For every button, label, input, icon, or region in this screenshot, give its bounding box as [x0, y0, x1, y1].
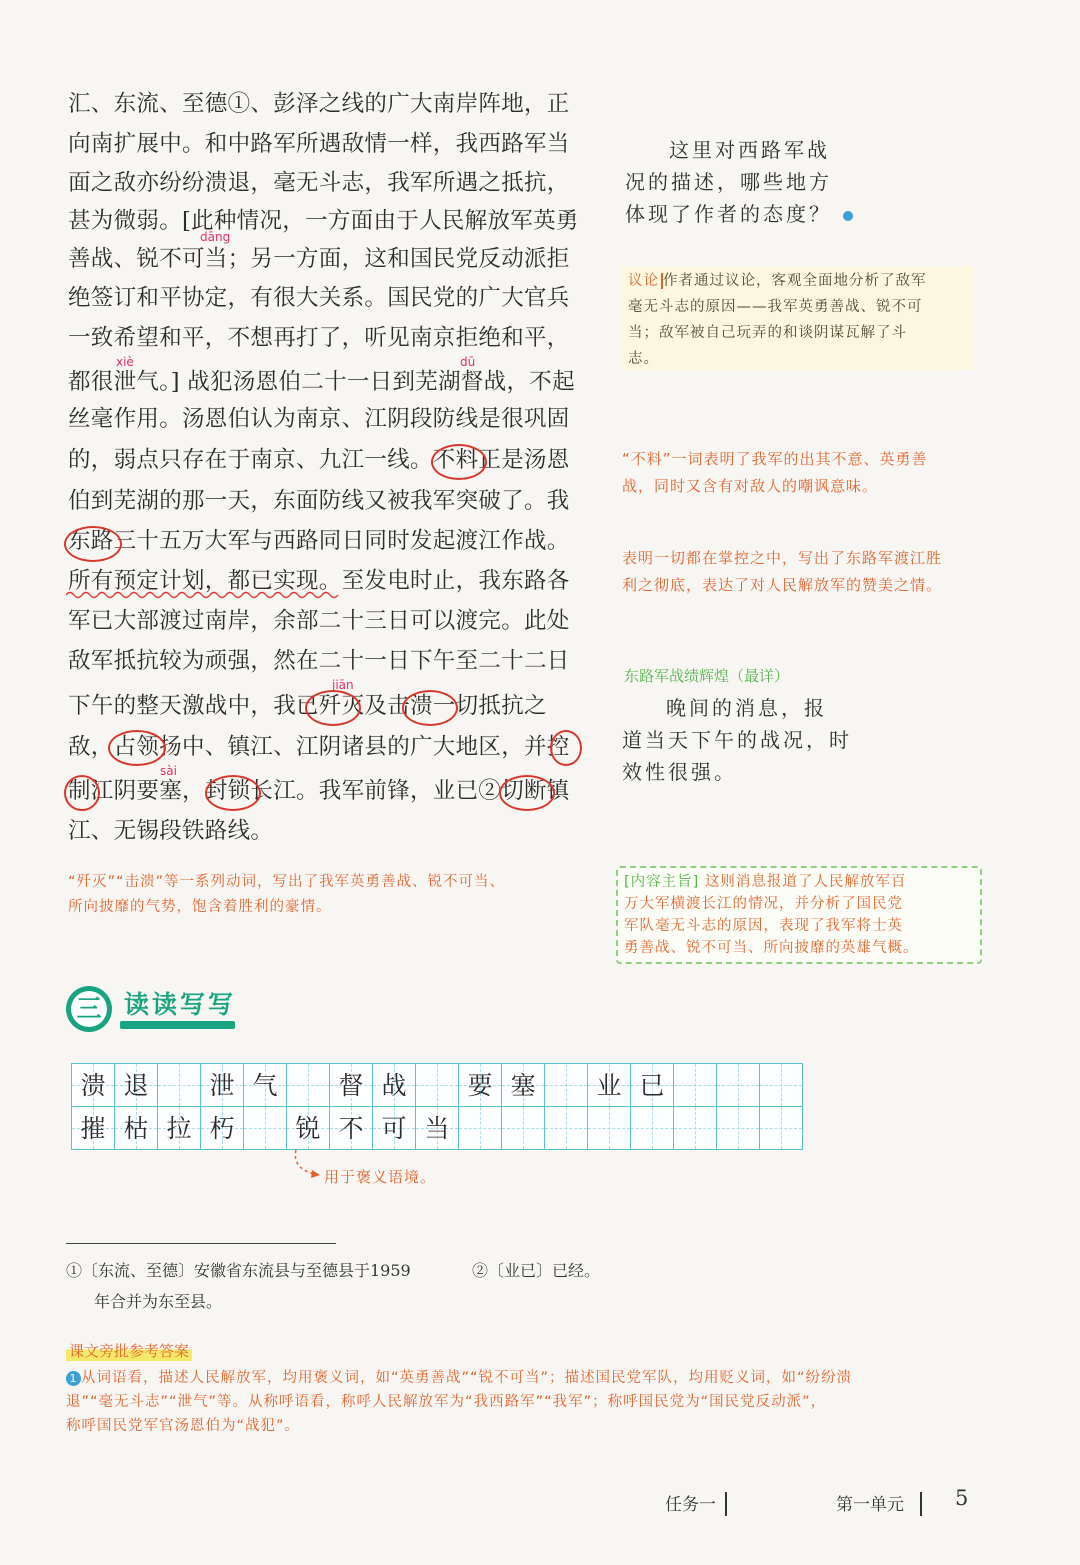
- grid-char: [717, 1107, 759, 1149]
- answer-line: 称呼国民党军官汤恩伯为“战犯”。: [66, 1418, 301, 1434]
- grid-cell: [716, 1106, 760, 1150]
- text-line: 绝签订和平协定，有很大关系。国民党的广大官兵: [68, 285, 570, 311]
- grid-cell: [286, 1106, 330, 1150]
- note-verbs: [68, 870, 505, 920]
- grid-char: 退: [123, 1071, 149, 1100]
- pinyin-xie: xiè: [116, 355, 134, 369]
- grid-char: 不: [338, 1114, 364, 1143]
- grid-cell: [458, 1063, 502, 1107]
- writing-grid-row: [72, 1063, 803, 1107]
- answer-body: [66, 1366, 986, 1438]
- footnote-divider: [66, 1243, 336, 1244]
- circle-mark: [305, 690, 361, 726]
- grid-cell: [114, 1106, 158, 1150]
- note-line: 当；敌军被自己玩弄的和谈阴谋瓦解了斗: [628, 325, 907, 341]
- grid-char: [588, 1107, 630, 1149]
- grid-char: [416, 1064, 458, 1106]
- side-time-line: 效性很强。: [622, 760, 737, 784]
- text-line: 敌，占领扬中、镇江、江阴诸县的广大地区，并控: [68, 734, 570, 760]
- pinyin-dang: dāng: [200, 230, 231, 244]
- footnote-line: 年合并为东至县。: [94, 1292, 223, 1311]
- grid-cell: [759, 1063, 803, 1107]
- text-line: 伯到芜湖的那一天，东面防线又被我军突破了。我: [68, 488, 570, 514]
- grid-char: 泄: [209, 1071, 235, 1100]
- note-line: 毫无斗志的原因——我军英勇善战、锐不可: [628, 299, 923, 315]
- circle-mark: [402, 690, 458, 726]
- circle-mark: [499, 775, 555, 811]
- grid-cell: [587, 1106, 631, 1150]
- note-line: 勇善战、锐不可当、所向披靡的英雄气概。: [624, 940, 919, 956]
- writing-grid-row: [72, 1106, 803, 1150]
- grid-char: [631, 1107, 673, 1149]
- grid-cell: [329, 1106, 373, 1150]
- arrow-icon: [290, 1148, 324, 1180]
- text-line: 江、无锡段铁路线。: [68, 818, 274, 844]
- grid-char: [545, 1064, 587, 1106]
- grid-char: 气: [252, 1071, 278, 1100]
- grid-cell: [71, 1063, 115, 1107]
- footer-unit: 第一单元: [836, 1495, 904, 1515]
- grid-cell: [501, 1063, 545, 1107]
- footer-task: 任务一: [665, 1495, 716, 1515]
- note-line: “不料”一词表明了我军的出其不意、英勇善: [622, 450, 928, 468]
- answer-line: 退”“毫无斗志”“泄气”等。从称呼语看，称呼人民解放军为“我西路军”“我军”；称呼国民党为“国民党反动派”，: [66, 1394, 827, 1410]
- note-line: 所向披靡的气势，饱含着胜利的豪情。: [68, 899, 332, 915]
- grid-char: 拉: [166, 1114, 192, 1143]
- side-time-line: 晚间的消息，报: [666, 696, 827, 720]
- circle-mark: [108, 730, 166, 766]
- section-underline: [120, 1021, 235, 1029]
- footnote-2: ②〔业已〕已经。: [472, 1261, 601, 1280]
- note-text: 作者通过议论，客观全面地分析了敌军: [663, 273, 927, 289]
- circle-mark: [64, 526, 122, 562]
- side-question-text: 体现了作者的态度？: [625, 202, 832, 226]
- note-text: 这则消息报道了人民解放军百: [704, 874, 907, 890]
- grid-cell: [243, 1063, 287, 1107]
- section-number-badge: [66, 986, 112, 1032]
- grid-char: [502, 1107, 544, 1149]
- grid-cell: [673, 1106, 717, 1150]
- note-zhangkong: [622, 545, 942, 599]
- grid-char: 朽: [209, 1114, 235, 1143]
- note-line: [624, 871, 974, 893]
- grid-cell: [458, 1106, 502, 1150]
- info-badge-icon: [843, 211, 853, 221]
- note-yilun: [622, 266, 974, 370]
- circle-mark: [550, 730, 582, 766]
- note-theme: [616, 866, 982, 964]
- grid-char: [760, 1064, 802, 1106]
- grid-char: [158, 1064, 200, 1106]
- answer-title: 课文旁批参考答案: [66, 1340, 192, 1361]
- note-buliao: [622, 446, 928, 500]
- grid-note: 用于褒义语境。: [324, 1168, 437, 1186]
- side-question-line: 况的描述，哪些地方: [625, 170, 832, 194]
- text-line: 所有预定计划，都已实现。至发电时止，我东路各: [68, 568, 570, 594]
- grid-cell: [157, 1063, 201, 1107]
- pinyin-du: dū: [460, 355, 476, 369]
- grid-cell: [673, 1063, 717, 1107]
- side-question: [625, 134, 865, 230]
- grid-char: [545, 1107, 587, 1149]
- pinyin-jian: jiān: [332, 678, 354, 692]
- grid-char: 业: [596, 1071, 622, 1100]
- text-line: 下午的整天激战中，我已歼灭及击溃一切抵抗之: [68, 693, 547, 719]
- note-line: 军队毫无斗志的原因，表现了我军将士英: [624, 918, 903, 934]
- note-line: 万大军横渡长江的情况，并分析了国民党: [624, 896, 903, 912]
- grid-char: [287, 1064, 329, 1106]
- grid-cell: [630, 1063, 674, 1107]
- text-line: 向南扩展中。和中路军所遇敌情一样，我西路军当: [68, 131, 570, 157]
- circle-mark: [205, 775, 261, 811]
- circle-mark: [431, 444, 487, 480]
- grid-char: [674, 1107, 716, 1149]
- note-line: “歼灭”“击溃”等一系列动词，写出了我军英勇善战、锐不可当、: [68, 874, 506, 890]
- answer-badge: 1: [66, 1371, 81, 1386]
- text-line: 汇、东流、至德①、彭泽之线的广大南岸阵地，正: [68, 91, 570, 117]
- note-line: 志。: [628, 351, 659, 367]
- pinyin-sai: sài: [160, 764, 177, 778]
- note-yilun-label: 议论: [628, 273, 663, 289]
- section-number: 三: [76, 994, 102, 1023]
- grid-cell: [114, 1063, 158, 1107]
- text-line: 敌军抵抗较为顽强，然在二十一日下午至二十二日: [68, 648, 570, 674]
- grid-cell: [157, 1106, 201, 1150]
- grid-char: 可: [381, 1114, 407, 1143]
- grid-char: 塞: [510, 1071, 536, 1100]
- grid-char: 要: [467, 1071, 493, 1100]
- answer-line: [66, 1366, 986, 1390]
- wavy-underline: [66, 590, 340, 600]
- grid-char: 战: [381, 1071, 407, 1100]
- grid-cell: [544, 1063, 588, 1107]
- side-question-line: 这里对西路军战: [669, 138, 830, 162]
- note-line: 战，同时又含有对敌人的嘲讽意味。: [622, 477, 879, 495]
- circle-mark: [64, 775, 100, 811]
- footer-divider: [920, 1492, 922, 1516]
- grid-cell: [372, 1106, 416, 1150]
- grid-char: 锐: [295, 1114, 321, 1143]
- grid-char: 摧: [80, 1114, 106, 1143]
- grid-cell: [415, 1063, 459, 1107]
- footnote-1: [66, 1255, 411, 1317]
- grid-cell: [544, 1106, 588, 1150]
- grid-cell: [759, 1106, 803, 1150]
- text-line: 的，弱点只存在于南京、九江一线。不料正是汤恩: [68, 447, 570, 473]
- grid-char: 当: [424, 1114, 450, 1143]
- grid-char: 督: [338, 1071, 364, 1100]
- text-line: 丝毫作用。汤恩伯认为南京、江阴段防线是很巩固: [68, 406, 570, 432]
- grid-char: [674, 1064, 716, 1106]
- note-theme-body: [618, 868, 980, 962]
- text-line: 东路三十五万大军与西路同日同时发起渡江作战。: [68, 528, 570, 554]
- grid-cell: [71, 1106, 115, 1150]
- grid-char: [760, 1107, 802, 1149]
- footnote-line: ①〔东流、至德〕安徽省东流县与至德县于1959: [66, 1261, 411, 1280]
- grid-char: [717, 1064, 759, 1106]
- grid-cell: [200, 1063, 244, 1107]
- grid-cell: [200, 1106, 244, 1150]
- answer-text: 从词语看，描述人民解放军，均用褒义词，如“英勇善战”“锐不可当”；描述国民党军队，均用贬义词，如“纷纷溃: [81, 1370, 853, 1386]
- grid-char: 溃: [80, 1071, 106, 1100]
- grid-cell: [286, 1063, 330, 1107]
- note-green-title: 东路军战绩辉煌（最详）: [624, 667, 790, 685]
- side-question-line: [625, 198, 865, 230]
- grid-char: [459, 1107, 501, 1149]
- grid-char: [244, 1107, 286, 1149]
- section-title: 读读写写: [124, 990, 237, 1019]
- text-line: 制江阴要塞，封锁长江。我军前锋，业已②切断镇: [68, 778, 570, 804]
- note-theme-label: [内容主旨]: [624, 874, 700, 890]
- text-line: 善战、锐不可当；另一方面，这和国民党反动派拒: [68, 246, 570, 272]
- grid-cell: [716, 1063, 760, 1107]
- text-line: 都很泄气。] 战犯汤恩伯二十一日到芜湖督战，不起: [68, 369, 575, 395]
- side-time-line: 道当天下午的战况，时: [622, 728, 852, 752]
- footer-divider: [725, 1492, 727, 1516]
- grid-char: 枯: [123, 1114, 149, 1143]
- note-line: [628, 268, 968, 294]
- text-line: 一致希望和平，不想再打了，听见南京拒绝和平，: [68, 325, 570, 351]
- text-line: 甚为微弱。[此种情况，一方面由于人民解放军英勇: [68, 208, 579, 234]
- note-line: 利之彻底，表达了对人民解放军的赞美之情。: [622, 576, 943, 594]
- note-line: 表明一切都在掌控之中，写出了东路军渡江胜: [622, 549, 943, 567]
- grid-cell: [372, 1063, 416, 1107]
- text-line: 军已大部渡过南岸，余部二十三日可以渡完。此处: [68, 608, 570, 634]
- grid-cell: [243, 1106, 287, 1150]
- side-time: [622, 692, 862, 788]
- grid-cell: [415, 1106, 459, 1150]
- grid-cell: [501, 1106, 545, 1150]
- text-line: 面之敌亦纷纷溃退，毫无斗志，我军所遇之抵抗，: [68, 170, 570, 196]
- grid-char: 已: [639, 1071, 665, 1100]
- page-number: 5: [955, 1486, 969, 1510]
- grid-cell: [329, 1063, 373, 1107]
- note-yilun-body: [622, 266, 974, 374]
- grid-cell: [587, 1063, 631, 1107]
- grid-cell: [630, 1106, 674, 1150]
